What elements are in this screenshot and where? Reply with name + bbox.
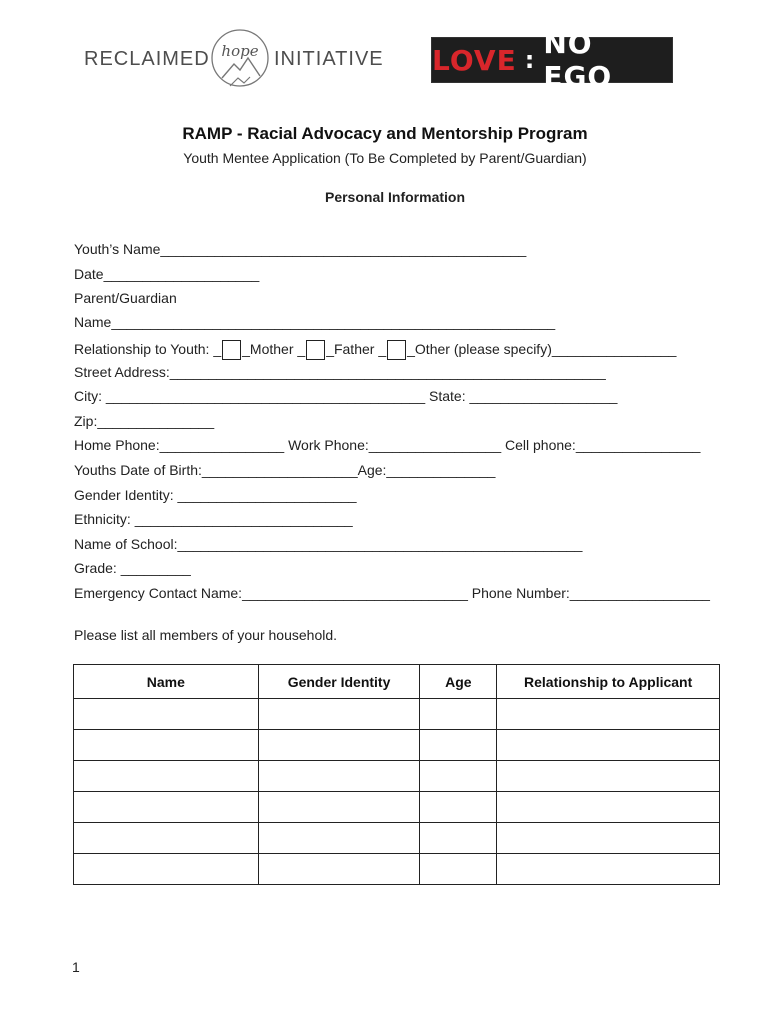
school-name-field[interactable]: Name of School:____________________________________________________	[74, 536, 583, 552]
section-title-personal-information: Personal Information	[324, 189, 466, 205]
table-cell[interactable]	[420, 823, 497, 854]
logo-word-initiative: INITIATIVE	[274, 48, 384, 70]
other-label[interactable]: _Other (please specify)________________	[407, 341, 677, 357]
table-cell[interactable]	[74, 761, 259, 792]
love-no-ego-logo	[431, 27, 673, 93]
table-cell[interactable]	[497, 730, 720, 761]
column-header-gender-identity: Gender Identity	[258, 665, 420, 699]
relationship-label: Relationship to Youth:	[74, 341, 214, 357]
mother-label: _Mother	[242, 341, 298, 357]
date-field[interactable]: Date____________________	[74, 266, 260, 282]
column-header-age: Age	[420, 665, 497, 699]
table-cell[interactable]	[497, 699, 720, 730]
zip-field[interactable]: Zip:_______________	[74, 413, 215, 429]
mother-checkbox[interactable]	[222, 340, 241, 360]
table-cell[interactable]	[74, 792, 259, 823]
logo-love-text: LOVE	[432, 43, 517, 77]
household-members-table	[73, 664, 720, 885]
table-cell[interactable]	[497, 823, 720, 854]
table-cell[interactable]	[497, 761, 720, 792]
table-cell[interactable]	[258, 854, 420, 885]
table-cell[interactable]	[497, 792, 720, 823]
household-instruction: Please list all members of your household.	[74, 627, 338, 643]
table-row	[74, 761, 720, 792]
table-cell[interactable]	[258, 792, 420, 823]
emergency-contact-field[interactable]: Emergency Contact Name:_____________________________ Phone Number:__________________	[74, 585, 710, 601]
table-row	[74, 792, 720, 823]
table-cell[interactable]	[420, 761, 497, 792]
gender-identity-field[interactable]: Gender Identity: _______________________	[74, 487, 357, 503]
table-row	[74, 699, 720, 730]
logo-word-reclaimed: RECLAIMED	[84, 48, 210, 70]
table-cell[interactable]	[74, 699, 259, 730]
logo-separator: :	[524, 46, 536, 74]
parent-guardian-label: Parent/Guardian	[74, 290, 177, 306]
dob-age-field[interactable]: Youths Date of Birth:____________________Age:______________	[74, 462, 496, 478]
table-row	[74, 854, 720, 885]
table-cell[interactable]	[258, 699, 420, 730]
table-cell[interactable]	[258, 761, 420, 792]
grade-field[interactable]: Grade: _________	[74, 560, 191, 576]
other-checkbox[interactable]	[387, 340, 406, 360]
table-cell[interactable]	[420, 792, 497, 823]
table-cell[interactable]	[74, 730, 259, 761]
relationship-row: Relationship to Youth: _ _Mother _ _Father _ _Other (please specify)________________	[74, 340, 676, 360]
father-label: _Father	[326, 341, 379, 357]
table-cell[interactable]	[258, 823, 420, 854]
logo-script-hope: hope	[221, 42, 259, 60]
table-row	[74, 823, 720, 854]
ethnicity-field[interactable]: Ethnicity: ____________________________	[74, 511, 353, 527]
father-checkbox[interactable]	[306, 340, 325, 360]
mountain-circle-icon	[208, 28, 272, 92]
street-address-field[interactable]: Street Address:________________________________________________________	[74, 364, 606, 380]
column-header-relationship: Relationship to Applicant	[497, 665, 720, 699]
page-number: 1	[72, 959, 80, 975]
table-cell[interactable]	[420, 730, 497, 761]
table-cell[interactable]	[258, 730, 420, 761]
youth-name-field[interactable]: Youth’s Name_______________________________________________	[74, 241, 527, 257]
phone-fields[interactable]: Home Phone:________________ Work Phone:_________________ Cell phone:________________	[74, 437, 701, 453]
table-cell[interactable]	[420, 854, 497, 885]
table-cell[interactable]	[74, 854, 259, 885]
logo-no-ego-text: NO EGO	[543, 27, 613, 93]
city-state-field[interactable]: City: _________________________________________ State: ___________________	[74, 388, 618, 404]
page-subtitle: Youth Mentee Application (To Be Completed by Parent/Guardian)	[183, 150, 587, 166]
reclaimed-hope-initiative-logo	[84, 28, 384, 92]
column-header-name: Name	[74, 665, 259, 699]
table-header-row	[74, 665, 720, 699]
parent-name-field[interactable]: Name_________________________________________________________	[74, 314, 556, 330]
table-cell[interactable]	[74, 823, 259, 854]
table-cell[interactable]	[420, 699, 497, 730]
page-title: RAMP - Racial Advocacy and Mentorship Program	[182, 124, 588, 143]
table-row	[74, 730, 720, 761]
table-cell[interactable]	[497, 854, 720, 885]
